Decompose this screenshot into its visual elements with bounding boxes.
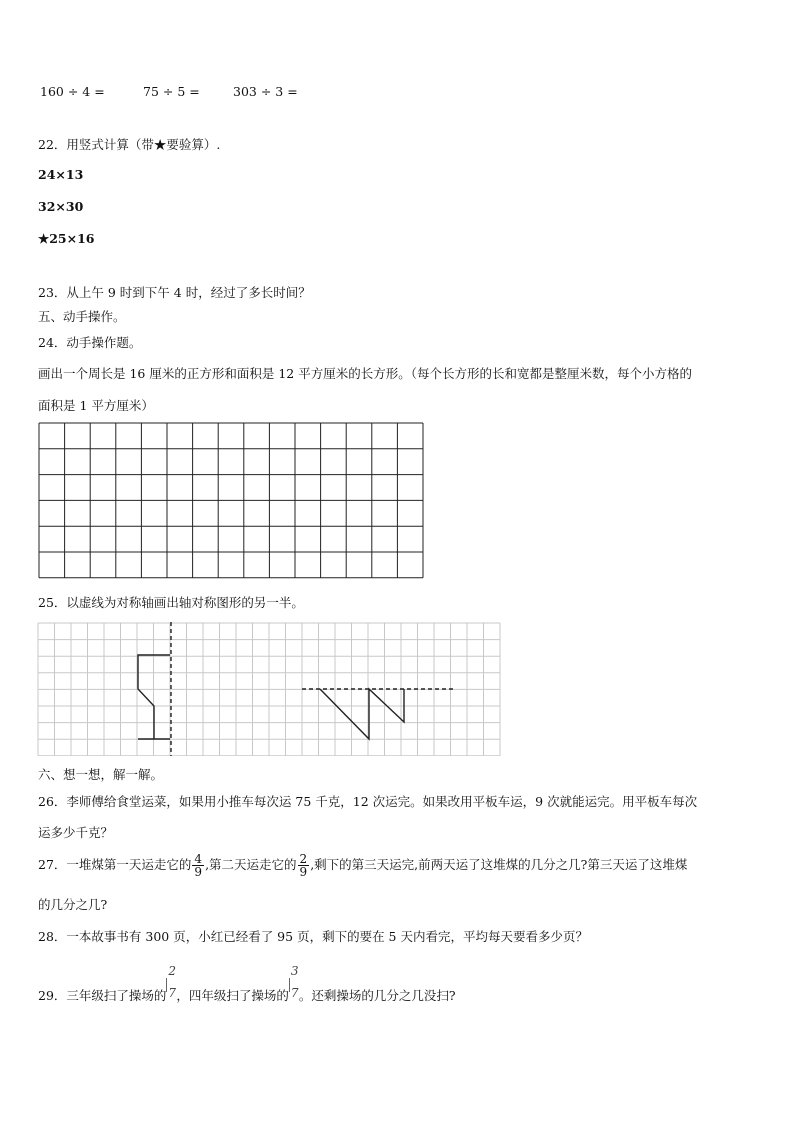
q26-line-1: 26．李师傅给食堂运菜，如果用小推车每次运 75 千克，12 次运完。如果改用平板车运，9 次就能运完。用平板车每次: [38, 794, 698, 809]
q28-text: 28．一本故事书有 300 页，小红已经看了 95 页，剩下的要在 5 天内看完，平均每天要看多少页？: [38, 929, 588, 944]
q29-text: [38, 964, 456, 1004]
half-figure-right: [320, 689, 404, 739]
q25-text: 25．以虚线为对称轴画出轴对称图形的另一半。: [38, 595, 304, 610]
q25-symmetry-grid: [37, 622, 503, 756]
q24-square-grid: [38, 422, 426, 580]
q27-fraction-1: $\frac{4}{9}$: [194, 852, 203, 879]
q22-title: 22．用竖式计算（带★要验算）.: [38, 137, 221, 152]
section-6-heading: 六、想一想，解一解。: [38, 767, 164, 782]
q24-line-2: 面积是 1 平方厘米）: [38, 398, 154, 413]
q24-title: 24．动手操作题。: [38, 335, 142, 350]
q29-part-3: 。还剩操场的几分之几没扫?: [298, 988, 456, 1003]
q29-fraction-1: 2 7: [168, 964, 177, 1000]
calc-item-2: 75 ÷ 5 =: [143, 84, 200, 99]
calc-item-1: 160 ÷ 4 =: [40, 84, 105, 99]
q27-line-1: [38, 847, 687, 883]
q22-item-3: ★25×16: [38, 231, 95, 246]
q24-line-1: 画出一个周长是 16 厘米的正方形和面积是 12 平方厘米的长方形。（每个长方形的长和宽都是整厘米数，每个小方格的: [38, 366, 692, 381]
calc-item-3: 303 ÷ 3 =: [233, 84, 298, 99]
q29-part-2: ，四年级扫了操场的: [176, 988, 289, 1003]
q26-line-2: 运多少千克？: [38, 825, 114, 840]
q27-part-3: ,剩下的第三天运完,前两天运了这堆煤的几分之几?第三天运了这堆煤: [310, 857, 688, 872]
q27-fraction-2: $\frac{2}{9}$: [299, 852, 308, 879]
q27-part-2: ,第二天运走它的: [205, 857, 297, 872]
q29-fraction-2: 3 7: [290, 964, 299, 1000]
q22-item-2: 32×30: [38, 199, 84, 214]
q27-part-1: 27．一堆煤第一天运走它的: [38, 857, 192, 872]
q23-text: 23．从上午 9 时到下午 4 时，经过了多长时间？: [38, 285, 311, 300]
q27-line-2: 的几分之几?: [38, 897, 108, 912]
q22-item-1: 24×13: [38, 167, 84, 182]
section-5-heading: 五、动手操作。: [38, 309, 126, 324]
q29-part-1: 29．三年级扫了操场的: [38, 988, 167, 1003]
